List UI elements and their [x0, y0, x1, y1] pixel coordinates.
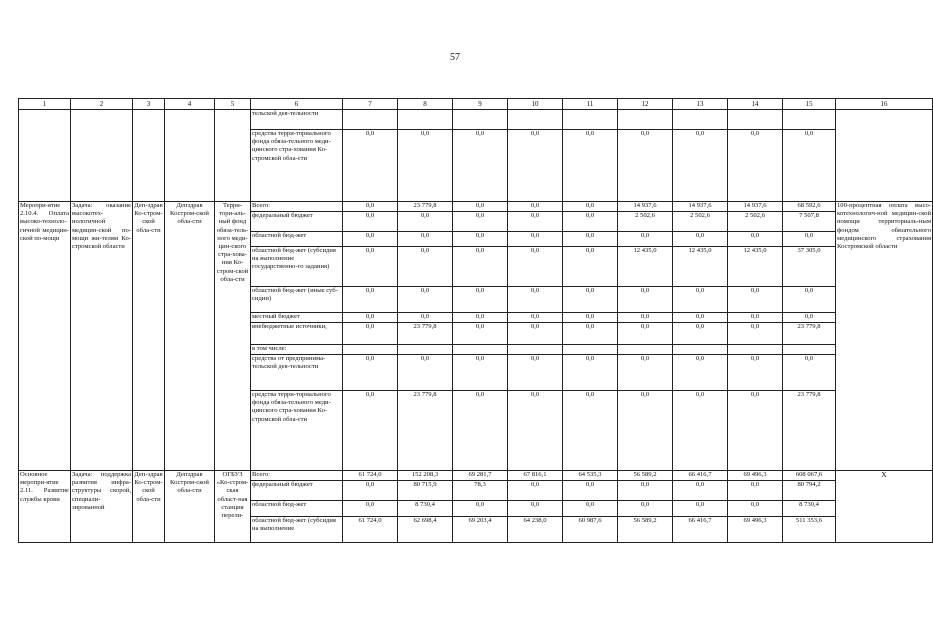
- amount-cell: 608 067,6: [783, 471, 836, 481]
- amount-cell: 0,0: [343, 287, 398, 313]
- amount-cell: [398, 345, 453, 355]
- amount-cell: 0,0: [398, 313, 453, 323]
- col-header: 15: [783, 99, 836, 110]
- amount-cell: 69 203,4: [453, 517, 508, 543]
- measure-name-cell: Меропри-ятие 2.10.4. Оплата высоко-техноло-гичной медицин-ской по-мощи: [19, 202, 71, 471]
- empty-cell: [215, 110, 251, 202]
- amount-cell: 61 724,0: [343, 471, 398, 481]
- amount-cell: [508, 110, 563, 130]
- amount-cell: 0,0: [453, 232, 508, 247]
- amount-cell: 0,0: [673, 287, 728, 313]
- table-row: [19, 471, 933, 481]
- amount-cell: 152 208,3: [398, 471, 453, 481]
- amount-cell: 0,0: [453, 313, 508, 323]
- amount-cell: 0,0: [398, 130, 453, 202]
- funding-source-cell: областной бюд-жет (иные суб-сидии): [251, 287, 343, 313]
- funding-source-cell: областной бюд-жет (субсидия на выполнение государственно-го задания): [251, 247, 343, 287]
- amount-cell: 12 435,0: [618, 247, 673, 287]
- amount-cell: 0,0: [453, 391, 508, 471]
- col-header: 5: [215, 99, 251, 110]
- amount-cell: 0,0: [783, 287, 836, 313]
- funding-source-cell: средства от предпринима-тельской дея-тельности: [251, 355, 343, 391]
- col-header: 10: [508, 99, 563, 110]
- amount-cell: 0,0: [673, 481, 728, 501]
- responsible-cell: Деп-здрав Ко-стром-ской обла-сти: [133, 202, 165, 471]
- amount-cell: 0,0: [453, 202, 508, 212]
- funding-source-cell: федеральный бюджет: [251, 481, 343, 501]
- amount-cell: 0,0: [398, 247, 453, 287]
- amount-cell: 69 496,3: [728, 471, 783, 481]
- amount-cell: [783, 345, 836, 355]
- amount-cell: 0,0: [398, 355, 453, 391]
- amount-cell: 0,0: [618, 313, 673, 323]
- amount-cell: 0,0: [508, 313, 563, 323]
- amount-cell: 0,0: [783, 232, 836, 247]
- amount-cell: 64 535,3: [563, 471, 618, 481]
- empty-cell: [71, 110, 133, 202]
- funding-source-cell: областной бюд-жет: [251, 501, 343, 517]
- amount-cell: 0,0: [673, 313, 728, 323]
- funding-source-cell: в том числе:: [251, 345, 343, 355]
- amount-cell: 0,0: [563, 287, 618, 313]
- amount-cell: 37 305,0: [783, 247, 836, 287]
- amount-cell: 0,0: [453, 323, 508, 345]
- col-header: 2: [71, 99, 133, 110]
- amount-cell: [618, 110, 673, 130]
- amount-cell: 0,0: [453, 130, 508, 202]
- amount-cell: 0,0: [508, 501, 563, 517]
- amount-cell: 0,0: [508, 323, 563, 345]
- amount-cell: 0,0: [673, 232, 728, 247]
- col-header: 16: [836, 99, 933, 110]
- amount-cell: 0,0: [343, 501, 398, 517]
- amount-cell: 0,0: [453, 212, 508, 232]
- amount-cell: 0,0: [343, 313, 398, 323]
- table-body: [19, 99, 933, 543]
- amount-cell: 0,0: [563, 501, 618, 517]
- col-header: 13: [673, 99, 728, 110]
- amount-cell: 0,0: [563, 202, 618, 212]
- amount-cell: 0,0: [508, 232, 563, 247]
- funding-source-cell: внебюджетные источники,: [251, 323, 343, 345]
- amount-cell: 0,0: [508, 130, 563, 202]
- amount-cell: [453, 110, 508, 130]
- amount-cell: 0,0: [343, 323, 398, 345]
- budget-table: [18, 98, 933, 543]
- amount-cell: 0,0: [563, 130, 618, 202]
- col-header: 6: [251, 99, 343, 110]
- funding-source-cell: Всего:: [251, 202, 343, 212]
- amount-cell: 0,0: [508, 391, 563, 471]
- funding-source-cell: федеральный бюджет: [251, 212, 343, 232]
- amount-cell: 0,0: [728, 481, 783, 501]
- amount-cell: 66 416,7: [673, 517, 728, 543]
- amount-cell: 0,0: [618, 130, 673, 202]
- col-header: 14: [728, 99, 783, 110]
- funding-source-cell: тельской дея-тельности: [251, 110, 343, 130]
- table-row: [19, 110, 933, 130]
- amount-cell: 511 353,6: [783, 517, 836, 543]
- amount-cell: 56 589,2: [618, 517, 673, 543]
- funding-source-cell: Всего:: [251, 471, 343, 481]
- amount-cell: 0,0: [673, 323, 728, 345]
- col-header: 12: [618, 99, 673, 110]
- coexecutor-cell: Депздрав Костром-ской обла-сти: [165, 471, 215, 543]
- amount-cell: 8 730,4: [398, 501, 453, 517]
- amount-cell: 2 502,6: [618, 212, 673, 232]
- amount-cell: 0,0: [343, 202, 398, 212]
- funding-source-cell: средства терри-ториального фонда обяза-тельного меди-цинского стра-хования Ко-стромской обла-сти: [251, 391, 343, 471]
- task-cell: Задача: оказание высокотех-нологичной медицин-ской по-мощи жи-телям Ко-стромской области: [71, 202, 133, 471]
- amount-cell: 0,0: [398, 232, 453, 247]
- amount-cell: 62 698,4: [398, 517, 453, 543]
- amount-cell: 0,0: [343, 232, 398, 247]
- amount-cell: 0,0: [508, 481, 563, 501]
- amount-cell: [508, 345, 563, 355]
- amount-cell: 80 715,9: [398, 481, 453, 501]
- amount-cell: 0,0: [618, 355, 673, 391]
- amount-cell: 0,0: [618, 501, 673, 517]
- col-header: 7: [343, 99, 398, 110]
- amount-cell: 0,0: [453, 247, 508, 287]
- amount-cell: 0,0: [728, 232, 783, 247]
- amount-cell: 0,0: [343, 212, 398, 232]
- amount-cell: 0,0: [563, 232, 618, 247]
- amount-cell: 0,0: [728, 501, 783, 517]
- empty-cell: [165, 110, 215, 202]
- amount-cell: 0,0: [673, 355, 728, 391]
- task-cell: Задача: поддержка развития инфра-структуры скорой, специали-зированной: [71, 471, 133, 543]
- amount-cell: 14 937,6: [728, 202, 783, 212]
- amount-cell: 0,0: [728, 355, 783, 391]
- amount-cell: 0,0: [563, 355, 618, 391]
- amount-cell: 14 937,6: [618, 202, 673, 212]
- page-number: 57: [450, 52, 460, 63]
- amount-cell: 0,0: [398, 287, 453, 313]
- amount-cell: [728, 110, 783, 130]
- amount-cell: 0,0: [673, 391, 728, 471]
- col-header: 4: [165, 99, 215, 110]
- amount-cell: 23 779,8: [783, 323, 836, 345]
- table-row: [19, 202, 933, 212]
- amount-cell: [343, 345, 398, 355]
- amount-cell: 12 435,0: [728, 247, 783, 287]
- amount-cell: 0,0: [563, 212, 618, 232]
- col-header: 9: [453, 99, 508, 110]
- amount-cell: 0,0: [728, 313, 783, 323]
- amount-cell: 8 730,4: [783, 501, 836, 517]
- column-number-row: [19, 99, 933, 110]
- amount-cell: 0,0: [563, 247, 618, 287]
- amount-cell: 78,3: [453, 481, 508, 501]
- amount-cell: 0,0: [783, 355, 836, 391]
- amount-cell: 0,0: [618, 481, 673, 501]
- amount-cell: 56 589,2: [618, 471, 673, 481]
- amount-cell: 0,0: [618, 232, 673, 247]
- col-header: 3: [133, 99, 165, 110]
- amount-cell: 0,0: [728, 130, 783, 202]
- amount-cell: 2 502,6: [728, 212, 783, 232]
- amount-cell: 0,0: [508, 355, 563, 391]
- responsible-cell: Деп-здрав Ко-стром-ской обла-сти: [133, 471, 165, 543]
- amount-cell: 0,0: [563, 313, 618, 323]
- amount-cell: 0,0: [508, 287, 563, 313]
- amount-cell: 0,0: [343, 247, 398, 287]
- amount-cell: 0,0: [508, 247, 563, 287]
- amount-cell: 14 937,6: [673, 202, 728, 212]
- participant-cell: Терри-тори-аль-ный фонд обяза-тель-ного меди-цин-ского стра-хова-ния Ко-стром-ской обла-сти: [215, 202, 251, 471]
- amount-cell: 0,0: [673, 130, 728, 202]
- amount-cell: 0,0: [343, 130, 398, 202]
- amount-cell: 69 496,3: [728, 517, 783, 543]
- empty-cell: [19, 110, 71, 202]
- amount-cell: 0,0: [728, 323, 783, 345]
- amount-cell: [563, 345, 618, 355]
- amount-cell: 0,0: [618, 323, 673, 345]
- amount-cell: [673, 110, 728, 130]
- participant-cell: ОГБУЗ «Ко-стром-ская област-ная станция перели-: [215, 471, 251, 543]
- col-header: 1: [19, 99, 71, 110]
- amount-cell: [453, 345, 508, 355]
- amount-cell: 0,0: [563, 391, 618, 471]
- funding-source-cell: областной бюд-жет (субсидия на выполнение: [251, 517, 343, 543]
- amount-cell: 0,0: [343, 391, 398, 471]
- amount-cell: 0,0: [673, 501, 728, 517]
- amount-cell: 0,0: [453, 501, 508, 517]
- amount-cell: [673, 345, 728, 355]
- amount-cell: 0,0: [728, 391, 783, 471]
- amount-cell: 0,0: [618, 287, 673, 313]
- amount-cell: 0,0: [508, 202, 563, 212]
- amount-cell: 0,0: [563, 481, 618, 501]
- amount-cell: 7 507,8: [783, 212, 836, 232]
- amount-cell: 0,0: [343, 355, 398, 391]
- amount-cell: 0,0: [453, 355, 508, 391]
- amount-cell: 0,0: [343, 481, 398, 501]
- empty-cell: [836, 110, 933, 202]
- amount-cell: 0,0: [508, 212, 563, 232]
- amount-cell: 0,0: [783, 313, 836, 323]
- amount-cell: 61 724,0: [343, 517, 398, 543]
- amount-cell: 0,0: [618, 391, 673, 471]
- amount-cell: 0,0: [398, 212, 453, 232]
- amount-cell: 66 416,7: [673, 471, 728, 481]
- amount-cell: 23 779,8: [783, 391, 836, 471]
- amount-cell: 23 779,8: [398, 202, 453, 212]
- measure-name-cell: Основное меропри-ятие 2.11. Развитие службы крови: [19, 471, 71, 543]
- coexecutor-cell: Депздрав Костром-ской обла-сти: [165, 202, 215, 471]
- amount-cell: [343, 110, 398, 130]
- amount-cell: 12 435,0: [673, 247, 728, 287]
- funding-source-cell: средства терри-ториального фонда обяза-тельного меди-цинского стра-хования Ко-стромской обла-сти: [251, 130, 343, 202]
- amount-cell: 0,0: [563, 323, 618, 345]
- amount-cell: [783, 110, 836, 130]
- result-cell: Х: [836, 471, 933, 543]
- amount-cell: [728, 345, 783, 355]
- amount-cell: 0,0: [728, 287, 783, 313]
- funding-source-cell: областной бюд-жет: [251, 232, 343, 247]
- empty-cell: [133, 110, 165, 202]
- amount-cell: 60 987,6: [563, 517, 618, 543]
- amount-cell: 67 816,1: [508, 471, 563, 481]
- amount-cell: [563, 110, 618, 130]
- amount-cell: 23 779,8: [398, 323, 453, 345]
- amount-cell: 0,0: [453, 287, 508, 313]
- amount-cell: 2 502,6: [673, 212, 728, 232]
- result-cell: 100-процентная оплата высо-котехнологич-ной медицин-ской помощи территориаль-ным фондом обязательного медицинского страхования Костромской области: [836, 202, 933, 471]
- amount-cell: 80 794,2: [783, 481, 836, 501]
- amount-cell: [618, 345, 673, 355]
- amount-cell: 69 281,7: [453, 471, 508, 481]
- col-header: 11: [563, 99, 618, 110]
- col-header: 8: [398, 99, 453, 110]
- amount-cell: [398, 110, 453, 130]
- amount-cell: 64 238,0: [508, 517, 563, 543]
- amount-cell: 0,0: [783, 130, 836, 202]
- funding-source-cell: местный бюджет: [251, 313, 343, 323]
- amount-cell: 23 779,8: [398, 391, 453, 471]
- amount-cell: 68 592,6: [783, 202, 836, 212]
